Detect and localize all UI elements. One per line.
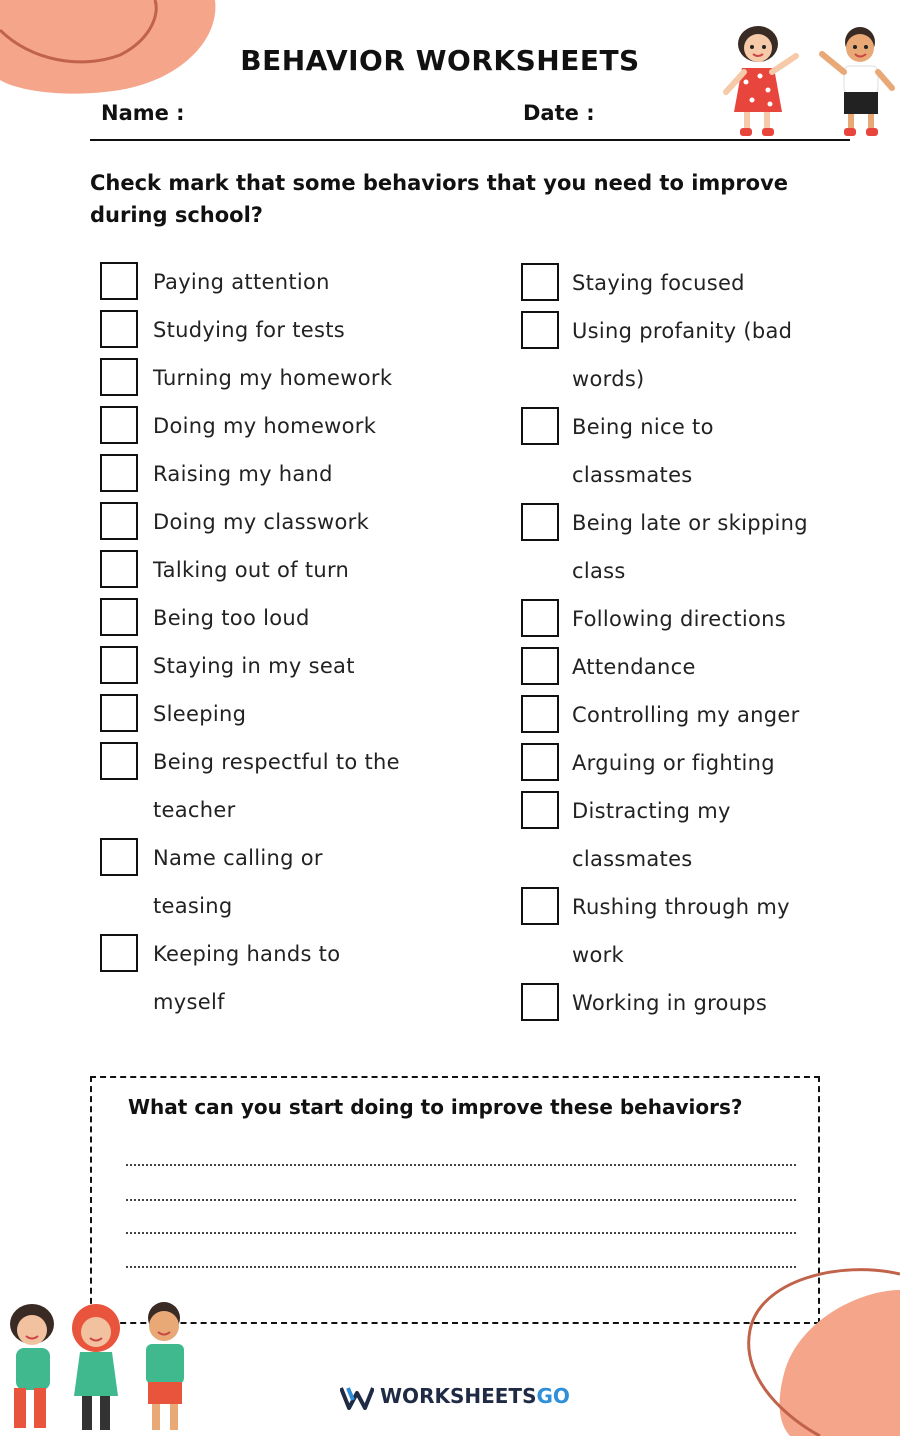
checkbox[interactable] [521,887,559,925]
checkbox[interactable] [100,646,138,684]
checkbox[interactable] [521,743,559,781]
checkbox[interactable] [100,262,138,300]
brand-name-part1: WORKSHEETS [380,1384,537,1408]
checkbox[interactable] [100,742,138,780]
list-item-label: Staying focused [572,271,745,295]
checkbox[interactable] [521,647,559,685]
list-item-label: Using profanity (bad words) [572,319,793,391]
answer-line[interactable] [126,1164,796,1166]
list-item-label: Being late or skipping class [572,511,808,583]
list-item-label: Attendance [572,655,696,679]
checkbox[interactable] [100,310,138,348]
list-item-label: Raising my hand [153,462,333,486]
checkbox[interactable] [100,454,138,492]
list-item-label: Doing my classwork [153,510,370,534]
decorative-blob-bottom-right [740,1260,900,1436]
page-title: BEHAVIOR WORKSHEETS [240,44,640,77]
kids-illustration-icon [716,16,900,142]
checkbox[interactable] [100,694,138,732]
checkbox[interactable] [100,358,138,396]
checkbox[interactable] [100,406,138,444]
checkbox[interactable] [521,983,559,1021]
list-item-label: Distracting my classmates [572,799,731,871]
list-item-label: Sleeping [153,702,247,726]
date-field-label: Date : [523,101,595,125]
list-item-label: Staying in my seat [153,654,355,678]
checkbox[interactable] [521,695,559,733]
brand-name-part2: GO [536,1384,570,1408]
list-item-label: Following directions [572,607,786,631]
checkbox[interactable] [100,502,138,540]
list-item-label: Being respectful to the teacher [153,750,400,822]
checkbox[interactable] [100,550,138,588]
list-item-label: Talking out of turn [153,558,350,582]
list-item-label: Being nice to classmates [572,415,714,487]
answer-line[interactable] [126,1266,796,1268]
answer-line[interactable] [126,1232,796,1234]
list-item-label: Being too loud [153,606,310,630]
list-item-label: Turning my homework [153,366,393,390]
answer-prompt: What can you start doing to improve these behaviors? [128,1095,743,1119]
list-item-label: Working in groups [572,991,768,1015]
checkbox[interactable] [521,311,559,349]
list-item-label: Paying attention [153,270,330,294]
answer-line[interactable] [126,1199,796,1201]
instruction-question: Check mark that some behaviors that you need to improve during school? [90,171,789,227]
checkbox[interactable] [521,503,559,541]
list-item-label: Studying for tests [153,318,346,342]
list-item-label: Keeping hands to myself [153,942,341,1014]
checkbox[interactable] [521,263,559,301]
name-field-label: Name : [101,101,185,125]
list-item-label: Arguing or fighting [572,751,775,775]
checkbox[interactable] [100,934,138,972]
checkbox[interactable] [521,407,559,445]
kids-illustration-icon [0,1300,210,1436]
worksheetsgo-logo-icon [340,1385,374,1411]
list-item-label: Rushing through my work [572,895,790,967]
checkbox[interactable] [100,598,138,636]
brand-name [380,1384,570,1408]
list-item-label: Name calling or teasing [153,846,323,918]
list-item-label: Doing my homework [153,414,377,438]
list-item-label: Controlling my anger [572,703,800,727]
checkbox[interactable] [521,791,559,829]
checkbox[interactable] [100,838,138,876]
checkbox[interactable] [521,599,559,637]
